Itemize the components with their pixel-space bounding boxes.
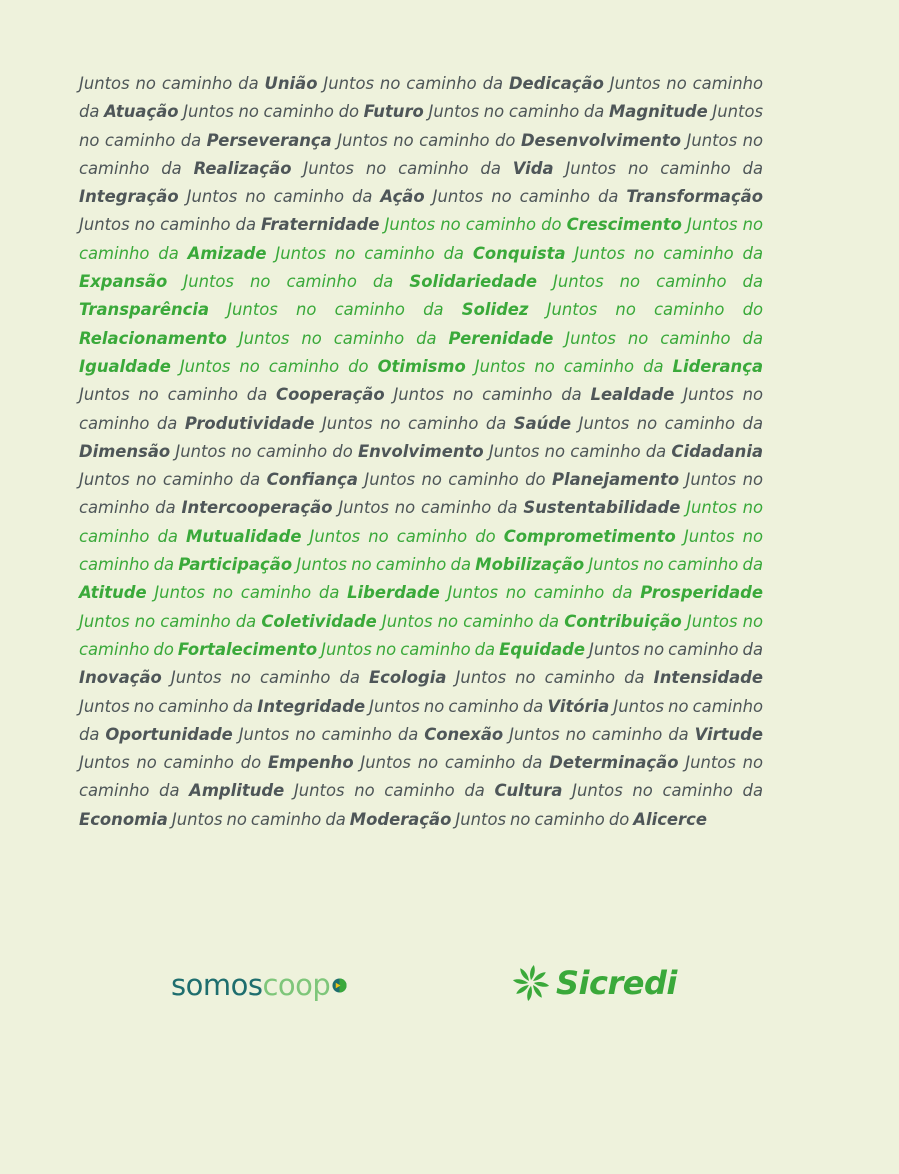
sicredi-pinwheel-icon bbox=[512, 964, 550, 1002]
phrase-prefix: Juntos no caminho da bbox=[323, 74, 509, 93]
phrase bbox=[79, 612, 377, 631]
phrase-prefix: Juntos no caminho da bbox=[393, 385, 591, 405]
phrase-prefix: Juntos no caminho da bbox=[572, 781, 763, 801]
phrase-prefix: Juntos no caminho da bbox=[553, 272, 763, 292]
phrase-prefix: Juntos no caminho do bbox=[384, 215, 567, 235]
phrase-prefix: Juntos no caminho do bbox=[455, 809, 634, 829]
phrase-prefix: Juntos no caminho do bbox=[179, 356, 378, 376]
coop-dot-icon bbox=[332, 978, 347, 993]
phrase-keyword: Perenidade bbox=[448, 328, 554, 348]
phrase bbox=[322, 414, 571, 433]
phrase-keyword: Conexão bbox=[424, 724, 504, 744]
phrase-prefix: Juntos no caminho da bbox=[321, 639, 500, 659]
phrase-keyword: Alicerce bbox=[633, 809, 707, 829]
manifesto-text bbox=[79, 70, 763, 834]
phrase-prefix: Juntos no caminho da bbox=[474, 356, 673, 376]
phrase-keyword: Magnitude bbox=[609, 102, 708, 122]
phrase-prefix: Juntos no caminho da bbox=[79, 74, 764, 122]
phrase-prefix: Juntos no caminho do bbox=[79, 611, 764, 659]
phrase-keyword: Planejamento bbox=[551, 470, 680, 490]
phrase-keyword: Fortalecimento bbox=[177, 639, 318, 659]
phrase-keyword: Dimensão bbox=[79, 441, 171, 461]
phrase-keyword: Vida bbox=[512, 158, 554, 178]
somoscoop-logo-part1: somos bbox=[171, 968, 263, 1002]
phrase-prefix: Juntos no caminho da bbox=[488, 441, 672, 461]
phrase-keyword: Futuro bbox=[363, 102, 424, 122]
phrase-prefix: Juntos no caminho da bbox=[275, 243, 473, 263]
phrase-prefix: Juntos no caminho da bbox=[447, 583, 641, 603]
phrase bbox=[175, 442, 483, 461]
phrase-prefix: Juntos no caminho da bbox=[589, 639, 764, 659]
phrase-prefix: Juntos no caminho da bbox=[79, 102, 764, 150]
phrase bbox=[323, 74, 603, 93]
phrase bbox=[429, 102, 708, 121]
phrase bbox=[154, 583, 439, 602]
phrase-prefix: Juntos no caminho do bbox=[175, 441, 358, 461]
phrase bbox=[187, 187, 425, 206]
phrase-prefix: Juntos no caminho do bbox=[546, 300, 764, 320]
phrase-prefix: Juntos no caminho da bbox=[79, 498, 764, 546]
phrase-prefix: Juntos no caminho da bbox=[338, 498, 524, 518]
phrase-prefix: Juntos no caminho da bbox=[369, 696, 548, 716]
phrase-keyword: Inovação bbox=[79, 668, 162, 688]
phrase bbox=[364, 470, 679, 489]
somoscoop-logo-part2: coop bbox=[262, 968, 331, 1002]
phrase bbox=[447, 583, 763, 602]
phrase-keyword: Integração bbox=[79, 187, 179, 207]
phrase-keyword: Dedicação bbox=[508, 74, 604, 93]
phrase-keyword: Realização bbox=[193, 158, 292, 178]
phrase-prefix: Juntos no caminho da bbox=[79, 215, 262, 235]
phrase-keyword: Virtude bbox=[694, 724, 764, 744]
phrase-prefix: Juntos no caminho da bbox=[578, 413, 763, 433]
phrase-prefix: Juntos no caminho da bbox=[509, 724, 695, 744]
phrase-prefix: Juntos no caminho da bbox=[360, 753, 550, 773]
phrase-prefix: Juntos no caminho da bbox=[588, 555, 763, 575]
phrase-keyword: Integridade bbox=[257, 696, 366, 716]
phrase-prefix: Juntos no caminho da bbox=[303, 158, 513, 178]
phrase-prefix: Juntos no caminho do bbox=[337, 130, 521, 150]
phrase-prefix: Juntos no caminho da bbox=[79, 130, 764, 178]
phrase-keyword: Expansão bbox=[79, 272, 168, 292]
somoscoop-logo bbox=[171, 968, 347, 1002]
phrase-prefix: Juntos no caminho da bbox=[432, 187, 627, 207]
phrase bbox=[509, 725, 763, 744]
phrase-prefix: Juntos no caminho da bbox=[238, 724, 425, 744]
phrase bbox=[79, 753, 354, 772]
phrase-keyword: Transparência bbox=[79, 300, 210, 320]
phrase bbox=[79, 74, 317, 93]
sicredi-logo-name: Sicredi bbox=[556, 964, 677, 1002]
phrase-keyword: Coletividade bbox=[261, 611, 377, 631]
phrase-keyword: Vitória bbox=[547, 696, 610, 716]
phrase-prefix: Juntos no caminho da bbox=[79, 753, 764, 801]
phrase bbox=[172, 810, 452, 829]
footer-logos bbox=[0, 960, 899, 1010]
phrase-keyword: Prosperidade bbox=[640, 583, 764, 603]
phrase-keyword: Intercooperação bbox=[181, 498, 333, 518]
phrase-keyword: Mutualidade bbox=[186, 526, 302, 546]
phrase bbox=[183, 102, 424, 121]
phrase bbox=[369, 697, 609, 716]
phrase-prefix: Juntos no caminho da bbox=[321, 413, 514, 433]
phrase-prefix: Juntos no caminho da bbox=[171, 809, 350, 829]
phrase-keyword: Crescimento bbox=[566, 215, 682, 235]
phrase-prefix: Juntos no caminho do bbox=[183, 102, 364, 122]
phrase-keyword: Perseverança bbox=[206, 130, 332, 150]
phrase-keyword: Confiança bbox=[266, 470, 358, 490]
phrase bbox=[310, 527, 676, 546]
phrase-prefix: Juntos no caminho da bbox=[79, 385, 764, 433]
phrase-keyword: Ação bbox=[380, 187, 425, 207]
phrase bbox=[360, 753, 678, 772]
phrase-keyword: Amplitude bbox=[189, 781, 285, 801]
phrase-keyword: Envolvimento bbox=[357, 441, 484, 461]
phrase bbox=[183, 272, 537, 291]
phrase-prefix: Juntos no caminho da bbox=[154, 583, 348, 603]
phrase bbox=[227, 300, 528, 319]
phrase-keyword: Equidade bbox=[499, 639, 585, 659]
phrase-keyword: Solidariedade bbox=[409, 272, 537, 292]
phrase-keyword: Solidez bbox=[461, 300, 529, 320]
phrase-prefix: Juntos no caminho da bbox=[381, 611, 565, 631]
phrase bbox=[239, 725, 503, 744]
phrase bbox=[321, 640, 585, 659]
phrase-prefix: Juntos no caminho do bbox=[309, 526, 504, 546]
phrase-keyword: Cidadania bbox=[671, 441, 764, 461]
phrase-keyword: Lealdade bbox=[590, 385, 675, 405]
phrase-keyword: Moderação bbox=[349, 809, 452, 829]
phrase-prefix: Juntos no caminho da bbox=[79, 470, 764, 518]
phrase bbox=[393, 385, 674, 404]
phrase-prefix: Juntos no caminho da bbox=[574, 243, 763, 263]
phrase-keyword: Oportunidade bbox=[105, 724, 233, 744]
phrase-prefix: Juntos no caminho da bbox=[227, 300, 462, 320]
phrase-keyword: Saúde bbox=[513, 413, 572, 433]
phrase-prefix: Juntos no caminho da bbox=[293, 781, 495, 801]
phrase bbox=[79, 470, 358, 489]
phrase-keyword: Comprometimento bbox=[503, 526, 676, 546]
phrase-keyword: Amizade bbox=[187, 243, 267, 263]
phrase-prefix: Juntos no caminho da bbox=[455, 668, 654, 688]
phrase-prefix: Juntos no caminho da bbox=[79, 526, 763, 575]
phrase-keyword: Ecologia bbox=[368, 668, 447, 688]
phrase-prefix: Juntos no caminho da bbox=[565, 158, 763, 178]
phrase bbox=[294, 781, 563, 800]
phrase bbox=[239, 329, 553, 348]
phrase-keyword: Mobilização bbox=[475, 555, 585, 575]
phrase bbox=[475, 357, 763, 376]
phrase bbox=[489, 442, 763, 461]
phrase-keyword: Intensidade bbox=[653, 668, 763, 688]
phrase bbox=[455, 810, 707, 829]
phrase-keyword: Igualdade bbox=[79, 356, 171, 376]
phrase-keyword: Economia bbox=[79, 809, 168, 829]
phrase-keyword: Conquista bbox=[472, 243, 566, 263]
phrase-keyword: Participação bbox=[178, 555, 293, 575]
phrase-keyword: Fraternidade bbox=[261, 215, 380, 235]
phrase-prefix: Juntos no caminho da bbox=[79, 611, 262, 631]
phrase-prefix: Juntos no caminho da bbox=[238, 328, 449, 348]
phrase-keyword: Cultura bbox=[494, 781, 563, 801]
phrase-keyword: Desenvolvimento bbox=[520, 130, 682, 150]
phrase-keyword: Relacionamento bbox=[79, 328, 227, 348]
phrase-keyword: Determinação bbox=[549, 753, 679, 773]
phrase bbox=[337, 131, 681, 150]
phrase-keyword: Liberdade bbox=[347, 583, 440, 603]
phrase-keyword: União bbox=[264, 74, 318, 93]
phrase-prefix: Juntos no caminho da bbox=[79, 696, 764, 744]
phrase-prefix: Juntos no caminho da bbox=[428, 102, 609, 122]
phrase bbox=[433, 187, 763, 206]
phrase bbox=[79, 215, 380, 234]
phrase-prefix: Juntos no caminho da bbox=[170, 668, 369, 688]
phrase bbox=[296, 555, 584, 574]
phrase-keyword: Produtividade bbox=[184, 413, 315, 433]
phrase-keyword: Atitude bbox=[79, 583, 147, 603]
phrase bbox=[79, 697, 365, 716]
phrase-keyword: Atuação bbox=[104, 102, 179, 122]
phrase bbox=[303, 159, 553, 178]
phrase-keyword: Liderança bbox=[672, 356, 764, 376]
phrase-prefix: Juntos no caminho da bbox=[296, 555, 476, 575]
phrase bbox=[171, 668, 447, 687]
phrase-prefix: Juntos no caminho da bbox=[79, 696, 258, 716]
phrase-keyword: Empenho bbox=[267, 753, 354, 773]
phrase bbox=[275, 244, 565, 263]
phrase-prefix: Juntos no caminho da bbox=[79, 215, 764, 263]
phrase-keyword: Otimismo bbox=[377, 356, 466, 376]
phrase-keyword: Transformação bbox=[626, 187, 763, 207]
phrase bbox=[385, 215, 682, 234]
phrase-prefix: Juntos no caminho do bbox=[79, 753, 268, 773]
phrase bbox=[180, 357, 466, 376]
phrase-prefix: Juntos no caminho da bbox=[79, 74, 265, 93]
sicredi-logo bbox=[512, 964, 677, 1002]
phrase-keyword: Contribuição bbox=[564, 611, 682, 631]
phrase bbox=[456, 668, 764, 687]
phrase-prefix: Juntos no caminho da bbox=[79, 385, 277, 405]
phrase-keyword: Cooperação bbox=[276, 385, 385, 405]
phrase-prefix: Juntos no caminho da bbox=[79, 470, 267, 490]
phrase-prefix: Juntos no caminho da bbox=[565, 328, 763, 348]
phrase bbox=[338, 498, 680, 517]
phrase bbox=[382, 612, 682, 631]
phrase-prefix: Juntos no caminho do bbox=[364, 470, 552, 490]
phrase bbox=[79, 385, 385, 404]
phrase-keyword: Sustentabilidade bbox=[523, 498, 681, 518]
phrase-prefix: Juntos no caminho da bbox=[183, 272, 410, 292]
phrase-prefix: Juntos no caminho da bbox=[186, 187, 381, 207]
